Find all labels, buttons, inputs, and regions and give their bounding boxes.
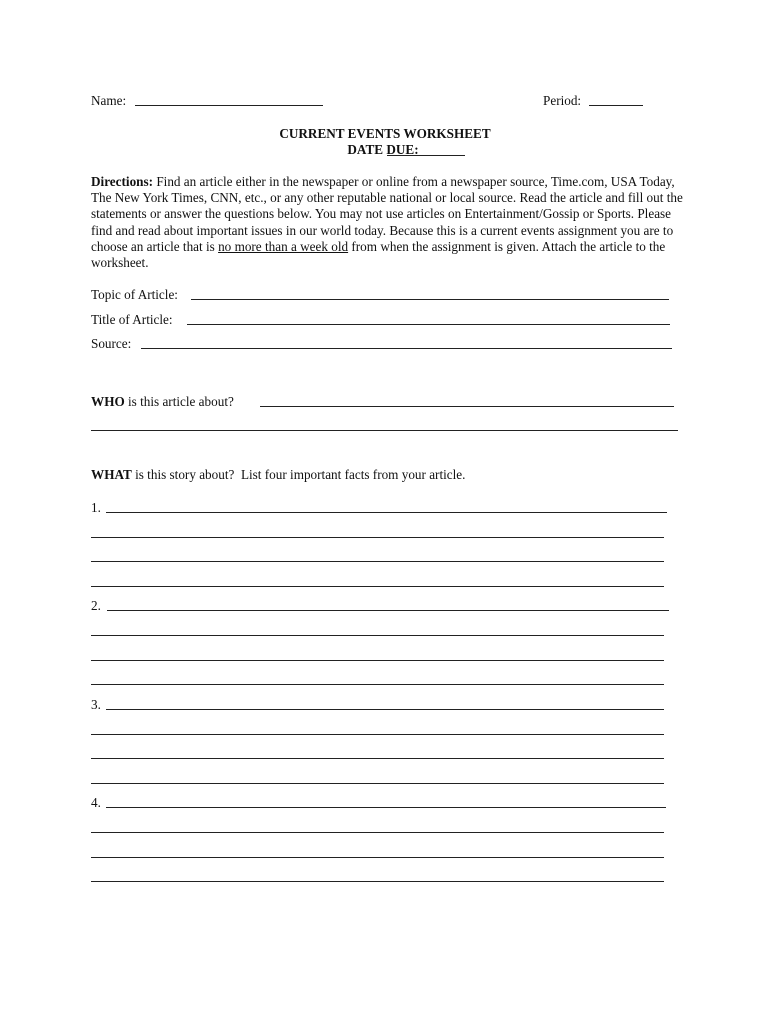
title-of-article-label: Title of Article: (91, 312, 173, 327)
worksheet-title: CURRENT EVENTS WORKSHEET (279, 126, 491, 141)
fact-1-line-2[interactable] (91, 537, 664, 538)
fact-1-line-1[interactable] (106, 512, 667, 513)
fact-3-number: 3. (91, 697, 101, 712)
fact-2-line-3[interactable] (91, 660, 664, 661)
topic-blank[interactable] (191, 299, 669, 300)
who-blank[interactable] (260, 406, 674, 407)
date-due-text: DATE DUE: (347, 142, 419, 157)
fact-4-line-3[interactable] (91, 857, 664, 858)
directions-text-end: from when the assignment is given. Attach the article to the worksheet. (91, 238, 666, 271)
fact-4-line-4[interactable] (91, 881, 664, 882)
directions-paragraph (91, 174, 691, 271)
date-due-blank[interactable] (387, 155, 465, 156)
source-blank[interactable] (141, 348, 672, 349)
source-label: Source: (91, 336, 132, 351)
who-bold: WHO (91, 394, 125, 409)
who-blank-2[interactable] (91, 430, 678, 431)
fact-4-line-1[interactable] (106, 807, 666, 808)
title-of-article-blank[interactable] (187, 324, 670, 325)
fact-1-line-3[interactable] (91, 561, 664, 562)
fact-2-line-2[interactable] (91, 635, 664, 636)
directions-label: Directions: (91, 174, 154, 189)
fact-3-line-3[interactable] (91, 758, 664, 759)
fact-4-line-2[interactable] (91, 832, 664, 833)
period-blank[interactable] (589, 105, 643, 106)
name-blank[interactable] (135, 105, 323, 106)
period-label: Period: (543, 93, 582, 108)
what-question (91, 467, 465, 483)
fact-2-number: 2. (91, 598, 101, 613)
fact-2-line-1[interactable] (107, 610, 669, 611)
fact-2-line-4[interactable] (91, 684, 664, 685)
what-rest: is this story about? List four important facts from your article. (131, 467, 466, 482)
date-due-label (0, 142, 770, 158)
fact-3-line-4[interactable] (91, 783, 664, 784)
name-label: Name: (91, 93, 127, 108)
topic-label: Topic of Article: (91, 287, 178, 302)
who-question (91, 394, 234, 410)
fact-1-number: 1. (91, 500, 101, 515)
directions-underlined: no more than a week old (218, 238, 349, 254)
fact-3-line-1[interactable] (106, 709, 664, 710)
fact-3-line-2[interactable] (91, 734, 664, 735)
directions-text: Find an article either in the newspaper or online from a newspaper source, Time.com, USA Today, The New York Times, CNN, etc., or any other reputable national or local source. Read the article and fill out the statements or answer the questions below. You may not use articles on Entertainment/Gossip or Sports. Please find and read about important issues in our world today. Because this is a current events assignment you are to choose an article that is (91, 174, 683, 254)
fact-1-line-4[interactable] (91, 586, 664, 587)
fact-4-number: 4. (91, 795, 101, 810)
what-bold: WHAT (91, 467, 132, 482)
who-rest: is this article about? (124, 394, 234, 409)
